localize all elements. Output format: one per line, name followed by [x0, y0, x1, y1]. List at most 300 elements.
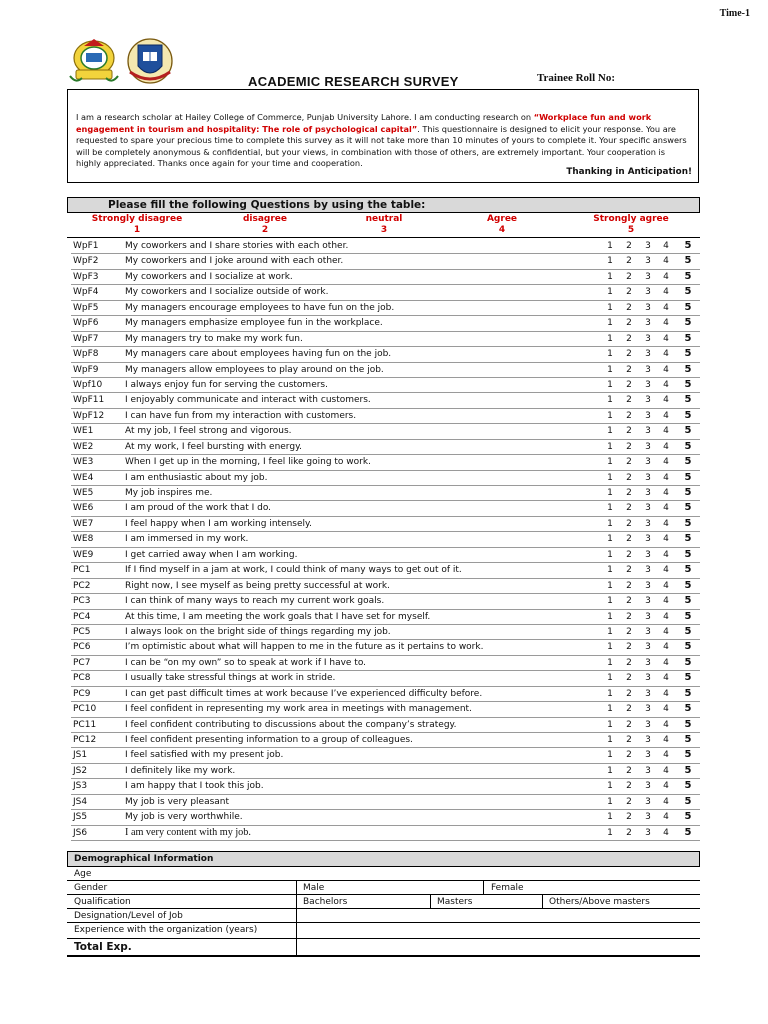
rating-option-1[interactable]: 1	[607, 812, 613, 823]
rating-option-5[interactable]: 5	[684, 409, 692, 421]
rating-option-5[interactable]: 5	[684, 764, 692, 776]
rating-option-1[interactable]: 1	[607, 781, 613, 792]
qualification-option-bachelors[interactable]: Bachelors	[303, 897, 348, 907]
rating-option-3[interactable]: 3	[645, 349, 651, 360]
rating-option-1[interactable]: 1	[607, 580, 613, 591]
rating-option-2[interactable]: 2	[626, 673, 632, 684]
rating-option-4[interactable]: 4	[663, 472, 669, 483]
age-row[interactable]	[67, 867, 700, 881]
question-row	[71, 548, 700, 563]
question-code: JS6	[73, 827, 88, 838]
rating-option-3[interactable]: 3	[645, 565, 651, 576]
rating-option-4[interactable]: 4	[663, 379, 669, 390]
intro-part2: . This questionnaire is designed to elicit your response. You are requested to spare your precious time to complete this survey as it will not take more than 10 minutes of yours to complete it. Your specific answers will be completely anonymous & confidential, but your views, in combination with those of others, are extremely important. Your cooperation is highly appreciated. Thanks once again for your time and cooperation.	[76, 123, 687, 169]
rating-option-3[interactable]: 3	[645, 596, 651, 607]
rating-option-4[interactable]: 4	[663, 364, 669, 375]
scale-label-1: Strongly disagree	[91, 214, 183, 224]
rating-option-2[interactable]: 2	[626, 781, 632, 792]
rating-option-2[interactable]: 2	[626, 503, 632, 514]
rating-option-5[interactable]: 5	[684, 394, 692, 406]
rating-option-1[interactable]: 1	[607, 704, 613, 715]
question-code: WpF9	[73, 364, 99, 375]
rating-option-4[interactable]: 4	[663, 719, 669, 730]
rating-option-4[interactable]: 4	[663, 796, 669, 807]
question-code: WE5	[73, 488, 94, 498]
rating-option-3[interactable]: 3	[645, 719, 651, 730]
rating-option-5[interactable]: 5	[684, 703, 692, 715]
rating-option-4[interactable]: 4	[663, 611, 669, 622]
rating-option-3[interactable]: 3	[645, 426, 651, 437]
rating-option-2[interactable]: 2	[626, 349, 632, 360]
rating-option-2[interactable]: 2	[626, 596, 632, 607]
rating-option-4[interactable]: 4	[663, 395, 669, 406]
rating-option-1[interactable]: 1	[607, 657, 613, 668]
rating-option-4[interactable]: 4	[663, 426, 669, 437]
gender-row[interactable]	[67, 881, 700, 895]
rating-option-2[interactable]: 2	[626, 549, 632, 560]
rating-option-3[interactable]: 3	[645, 488, 651, 498]
rating-option-5[interactable]: 5	[684, 240, 692, 251]
rating-option-4[interactable]: 4	[663, 349, 669, 360]
question-row	[71, 532, 700, 547]
rating-option-1[interactable]: 1	[607, 673, 613, 684]
time-label: Time-1	[719, 8, 750, 19]
rating-option-5[interactable]: 5	[684, 286, 692, 298]
rating-option-1[interactable]: 1	[607, 410, 613, 421]
rating-option-3[interactable]: 3	[645, 379, 651, 390]
rating-option-1[interactable]: 1	[607, 688, 613, 699]
rating-option-3[interactable]: 3	[645, 457, 651, 468]
rating-option-2[interactable]: 2	[626, 379, 632, 390]
rating-option-2[interactable]: 2	[626, 719, 632, 730]
rating-option-5[interactable]: 5	[684, 656, 692, 668]
question-text: When I get up in the morning, I feel like going to work.	[125, 457, 371, 468]
rating-option-5[interactable]: 5	[684, 425, 692, 437]
rating-option-4[interactable]: 4	[663, 827, 669, 838]
qualification-row[interactable]	[67, 895, 700, 909]
rating-option-5[interactable]: 5	[684, 687, 692, 699]
rating-option-3[interactable]: 3	[645, 750, 651, 761]
rating-option-5[interactable]: 5	[684, 734, 692, 745]
rating-option-2[interactable]: 2	[626, 827, 632, 838]
rating-option-1[interactable]: 1	[607, 333, 613, 344]
rating-option-5[interactable]: 5	[684, 317, 692, 329]
question-text: I always look on the bright side of things regarding my job.	[125, 626, 391, 637]
rating-option-5[interactable]: 5	[684, 440, 692, 452]
rating-option-5[interactable]: 5	[684, 780, 692, 792]
rating-option-1[interactable]: 1	[607, 611, 613, 622]
question-row	[71, 440, 700, 455]
rating-option-3[interactable]: 3	[645, 241, 651, 251]
rating-option-3[interactable]: 3	[645, 796, 651, 807]
question-text: I enjoyably communicate and interact with customers.	[125, 395, 371, 406]
question-row	[71, 501, 700, 516]
rating-option-1[interactable]: 1	[607, 518, 613, 529]
rating-option-3[interactable]: 3	[645, 704, 651, 715]
rating-option-3[interactable]: 3	[645, 673, 651, 684]
question-code: WpF6	[73, 318, 99, 329]
rating-option-4[interactable]: 4	[663, 765, 669, 776]
rating-option-2[interactable]: 2	[626, 704, 632, 715]
rating-option-2[interactable]: 2	[626, 626, 632, 637]
rating-option-3[interactable]: 3	[645, 534, 651, 545]
question-code: PC10	[73, 704, 97, 715]
question-text: I definitely like my work.	[125, 765, 236, 776]
rating-option-5[interactable]: 5	[684, 533, 692, 545]
question-text: My job is very worthwhile.	[125, 812, 243, 823]
total-exp-row[interactable]	[67, 939, 700, 957]
rating-option-5[interactable]: 5	[684, 595, 692, 607]
question-text: I am happy that I took this job.	[125, 781, 264, 792]
question-code: PC12	[73, 735, 97, 745]
rating-option-4[interactable]: 4	[663, 750, 669, 761]
question-code: PC6	[73, 642, 91, 653]
rating-option-2[interactable]: 2	[626, 457, 632, 468]
qualification-label: Qualification	[74, 897, 131, 907]
question-text: I feel confident contributing to discussions about the company’s strategy.	[125, 719, 457, 730]
rating-option-1[interactable]: 1	[607, 719, 613, 730]
rating-option-5[interactable]: 5	[684, 471, 692, 483]
question-text: My coworkers and I joke around with each other.	[125, 256, 344, 267]
rating-option-5[interactable]: 5	[684, 641, 692, 653]
rating-option-1[interactable]: 1	[607, 472, 613, 483]
rating-option-1[interactable]: 1	[607, 379, 613, 390]
rating-option-5[interactable]: 5	[684, 255, 692, 267]
qualification-option-masters[interactable]: Masters	[437, 897, 473, 907]
rating-option-4[interactable]: 4	[663, 688, 669, 699]
rating-option-3[interactable]: 3	[645, 626, 651, 637]
demographics-section	[67, 851, 700, 957]
rating-option-1[interactable]: 1	[607, 441, 613, 452]
question-code: PC2	[73, 580, 91, 591]
scale-instruction: Please fill the following Questions by using the table:	[108, 199, 426, 211]
gender-option-female[interactable]: Female	[491, 883, 524, 893]
rating-option-5[interactable]: 5	[684, 332, 692, 344]
survey-title: ACADEMIC RESEARCH SURVEY	[248, 74, 459, 89]
rating-option-1[interactable]: 1	[607, 287, 613, 298]
rating-option-1[interactable]: 1	[607, 750, 613, 761]
question-text: At my job, I feel strong and vigorous.	[125, 426, 292, 437]
rating-option-1[interactable]: 1	[607, 426, 613, 437]
rating-option-3[interactable]: 3	[645, 503, 651, 514]
experience-row[interactable]	[67, 923, 700, 939]
rating-option-1[interactable]: 1	[607, 626, 613, 637]
rating-option-2[interactable]: 2	[626, 611, 632, 622]
rating-option-3[interactable]: 3	[645, 271, 651, 282]
rating-option-2[interactable]: 2	[626, 812, 632, 823]
question-code: JS3	[73, 781, 88, 792]
rating-option-2[interactable]: 2	[626, 271, 632, 282]
rating-option-3[interactable]: 3	[645, 781, 651, 792]
rating-option-2[interactable]: 2	[626, 750, 632, 761]
rating-option-4[interactable]: 4	[663, 534, 669, 545]
questionnaire-items	[71, 239, 700, 841]
rating-option-2[interactable]: 2	[626, 657, 632, 668]
rating-option-5[interactable]: 5	[684, 363, 692, 375]
question-row	[71, 363, 700, 378]
rating-option-5[interactable]: 5	[684, 548, 692, 560]
rating-option-4[interactable]: 4	[663, 503, 669, 514]
question-row	[71, 748, 700, 763]
rating-option-4[interactable]: 4	[663, 457, 669, 468]
rating-option-2[interactable]: 2	[626, 796, 632, 807]
question-code: WpF12	[73, 410, 105, 421]
rating-option-1[interactable]: 1	[607, 488, 613, 498]
question-code: PC8	[73, 673, 91, 684]
rating-option-5[interactable]: 5	[684, 579, 692, 591]
question-code: PC4	[73, 611, 91, 622]
question-code: WpF11	[73, 395, 105, 406]
rating-option-4[interactable]: 4	[663, 441, 669, 452]
rating-option-4[interactable]: 4	[663, 333, 669, 344]
rating-option-2[interactable]: 2	[626, 765, 632, 776]
rating-option-2[interactable]: 2	[626, 256, 632, 267]
rating-option-5[interactable]: 5	[684, 456, 692, 468]
question-code: WpF8	[73, 349, 99, 360]
age-label: Age	[74, 869, 92, 879]
question-text: At my work, I feel bursting with energy.	[125, 441, 302, 452]
rating-option-4[interactable]: 4	[663, 704, 669, 715]
question-code: WpF5	[73, 302, 99, 313]
question-text: I feel confident presenting information to a group of colleagues.	[125, 735, 413, 745]
rating-option-1[interactable]: 1	[607, 796, 613, 807]
rating-option-5[interactable]: 5	[684, 564, 692, 576]
question-row	[71, 455, 700, 470]
rating-option-4[interactable]: 4	[663, 302, 669, 313]
question-code: WpF3	[73, 271, 99, 282]
rating-option-4[interactable]: 4	[663, 271, 669, 282]
rating-option-4[interactable]: 4	[663, 673, 669, 684]
question-code: WpF4	[73, 287, 99, 298]
rating-option-5[interactable]: 5	[684, 826, 692, 838]
question-row	[71, 486, 700, 501]
question-code: PC1	[73, 565, 91, 576]
rating-option-4[interactable]: 4	[663, 812, 669, 823]
rating-option-5[interactable]: 5	[684, 270, 692, 282]
rating-option-2[interactable]: 2	[626, 642, 632, 653]
rating-option-3[interactable]: 3	[645, 688, 651, 699]
rating-option-3[interactable]: 3	[645, 812, 651, 823]
rating-option-4[interactable]: 4	[663, 626, 669, 637]
rating-option-4[interactable]: 4	[663, 565, 669, 576]
rating-option-1[interactable]: 1	[607, 395, 613, 406]
rating-option-4[interactable]: 4	[663, 241, 669, 251]
question-text: I am immersed in my work.	[125, 534, 249, 545]
rating-option-1[interactable]: 1	[607, 565, 613, 576]
rating-option-2[interactable]: 2	[626, 688, 632, 699]
rating-option-3[interactable]: 3	[645, 318, 651, 329]
rating-option-5[interactable]: 5	[684, 378, 692, 390]
rating-option-2[interactable]: 2	[626, 302, 632, 313]
rating-option-5[interactable]: 5	[684, 749, 692, 761]
rating-option-1[interactable]: 1	[607, 241, 613, 251]
rating-option-2[interactable]: 2	[626, 735, 632, 745]
question-code: PC9	[73, 688, 91, 699]
rating-option-5[interactable]: 5	[684, 502, 692, 514]
rating-option-3[interactable]: 3	[645, 518, 651, 529]
rating-option-2[interactable]: 2	[626, 287, 632, 298]
question-row	[71, 671, 700, 686]
scale-label-3: neutral	[365, 214, 403, 224]
rating-option-2[interactable]: 2	[626, 565, 632, 576]
question-code: JS2	[73, 765, 88, 776]
college-crest-logo	[124, 36, 176, 86]
rating-option-2[interactable]: 2	[626, 410, 632, 421]
rating-option-1[interactable]: 1	[607, 735, 613, 745]
rating-option-1[interactable]: 1	[607, 457, 613, 468]
question-text: I feel satisfied with my present job.	[125, 750, 284, 761]
rating-option-3[interactable]: 3	[645, 395, 651, 406]
rating-option-3[interactable]: 3	[645, 410, 651, 421]
rating-option-2[interactable]: 2	[626, 488, 632, 498]
rating-option-4[interactable]: 4	[663, 580, 669, 591]
rating-option-5[interactable]: 5	[684, 348, 692, 360]
rating-option-5[interactable]: 5	[684, 517, 692, 529]
closing-line: Thanking in Anticipation!	[566, 167, 692, 178]
question-text: My coworkers and I share stories with each other.	[125, 241, 349, 251]
rating-option-1[interactable]: 1	[607, 596, 613, 607]
rating-option-2[interactable]: 2	[626, 395, 632, 406]
rating-option-4[interactable]: 4	[663, 518, 669, 529]
question-text: My coworkers and I socialize at work.	[125, 271, 293, 282]
demographics-title: Demographical Information	[67, 851, 700, 867]
rating-option-4[interactable]: 4	[663, 657, 669, 668]
question-text: I feel happy when I am working intensely.	[125, 518, 312, 529]
question-code: JS1	[73, 750, 88, 761]
question-row	[71, 285, 700, 300]
rating-option-4[interactable]: 4	[663, 287, 669, 298]
question-text: I feel confident in representing my work area in meetings with management.	[125, 704, 472, 715]
question-row	[71, 718, 700, 733]
scale-number-5: 5	[627, 225, 635, 235]
rating-option-2[interactable]: 2	[626, 426, 632, 437]
rating-option-1[interactable]: 1	[607, 349, 613, 360]
question-row	[71, 239, 700, 254]
rating-option-3[interactable]: 3	[645, 333, 651, 344]
rating-option-2[interactable]: 2	[626, 441, 632, 452]
rating-option-1[interactable]: 1	[607, 765, 613, 776]
question-text: My managers care about employees having fun on the job.	[125, 349, 392, 360]
scale-number-4: 4	[498, 225, 506, 235]
scale-header	[67, 197, 700, 213]
rating-option-5[interactable]: 5	[684, 811, 692, 823]
question-row	[71, 795, 700, 810]
rating-option-4[interactable]: 4	[663, 410, 669, 421]
designation-label: Designation/Level of Job	[74, 911, 183, 921]
rating-option-3[interactable]: 3	[645, 302, 651, 313]
rating-option-3[interactable]: 3	[645, 765, 651, 776]
question-row	[71, 810, 700, 825]
rating-option-1[interactable]: 1	[607, 364, 613, 375]
rating-option-2[interactable]: 2	[626, 364, 632, 375]
rating-option-4[interactable]: 4	[663, 735, 669, 745]
rating-option-4[interactable]: 4	[663, 549, 669, 560]
question-text: My coworkers and I socialize outside of work.	[125, 287, 329, 298]
question-code: WE8	[73, 534, 94, 545]
rating-option-1[interactable]: 1	[607, 534, 613, 545]
rating-option-3[interactable]: 3	[645, 364, 651, 375]
rating-option-4[interactable]: 4	[663, 781, 669, 792]
rating-option-3[interactable]: 3	[645, 256, 651, 267]
question-text: I can get past difficult times at work because I’ve experienced difficulty before.	[125, 688, 483, 699]
question-code: PC11	[73, 719, 97, 730]
rating-option-5[interactable]: 5	[684, 487, 692, 498]
rating-option-5[interactable]: 5	[684, 718, 692, 730]
rating-option-1[interactable]: 1	[607, 271, 613, 282]
qualification-option-others[interactable]: Others/Above masters	[549, 897, 650, 907]
question-text: If I find myself in a jam at work, I could think of many ways to get out of it.	[125, 565, 462, 576]
question-row	[71, 270, 700, 285]
scale-divider	[67, 237, 700, 238]
rating-option-3[interactable]: 3	[645, 472, 651, 483]
rating-option-5[interactable]: 5	[684, 795, 692, 807]
rating-option-2[interactable]: 2	[626, 472, 632, 483]
rating-option-2[interactable]: 2	[626, 518, 632, 529]
rating-option-1[interactable]: 1	[607, 256, 613, 267]
rating-option-2[interactable]: 2	[626, 534, 632, 545]
scale-label-5: Strongly agree	[593, 214, 669, 224]
rating-option-3[interactable]: 3	[645, 735, 651, 745]
rating-option-5[interactable]: 5	[684, 672, 692, 684]
question-row	[71, 656, 700, 671]
rating-option-2[interactable]: 2	[626, 333, 632, 344]
question-code: PC7	[73, 657, 91, 668]
rating-option-1[interactable]: 1	[607, 549, 613, 560]
question-text: I’m optimistic about what will happen to me in the future as it pertains to work.	[125, 642, 484, 653]
rating-option-3[interactable]: 3	[645, 657, 651, 668]
rating-option-1[interactable]: 1	[607, 503, 613, 514]
rating-option-4[interactable]: 4	[663, 256, 669, 267]
rating-option-4[interactable]: 4	[663, 642, 669, 653]
rating-option-3[interactable]: 3	[645, 580, 651, 591]
gender-option-male[interactable]: Male	[303, 883, 325, 893]
question-row	[71, 332, 700, 347]
rating-option-5[interactable]: 5	[684, 301, 692, 313]
question-text: My managers encourage employees to have fun on the job.	[125, 302, 395, 313]
rating-option-1[interactable]: 1	[607, 642, 613, 653]
question-code: PC5	[73, 626, 91, 637]
question-text: Right now, I see myself as being pretty successful at work.	[125, 580, 390, 591]
rating-option-3[interactable]: 3	[645, 642, 651, 653]
rating-option-2[interactable]: 2	[626, 318, 632, 329]
question-code: WpF2	[73, 256, 99, 267]
question-code: WpF7	[73, 333, 99, 344]
question-code: WpF1	[73, 241, 99, 251]
rating-option-3[interactable]: 3	[645, 827, 651, 838]
question-code: WE9	[73, 549, 94, 560]
rating-option-2[interactable]: 2	[626, 580, 632, 591]
rating-option-3[interactable]: 3	[645, 611, 651, 622]
rating-option-1[interactable]: 1	[607, 827, 613, 838]
designation-row[interactable]	[67, 909, 700, 923]
rating-option-5[interactable]: 5	[684, 625, 692, 637]
rating-option-3[interactable]: 3	[645, 441, 651, 452]
rating-option-1[interactable]: 1	[607, 318, 613, 329]
rating-option-1[interactable]: 1	[607, 302, 613, 313]
rating-option-4[interactable]: 4	[663, 596, 669, 607]
rating-option-5[interactable]: 5	[684, 610, 692, 622]
rating-option-3[interactable]: 3	[645, 549, 651, 560]
question-text: I can have fun from my interaction with customers.	[125, 410, 357, 421]
rating-option-2[interactable]: 2	[626, 241, 632, 251]
question-row	[71, 393, 700, 408]
rating-option-4[interactable]: 4	[663, 488, 669, 498]
question-text: My job is very pleasant	[125, 796, 230, 807]
question-row	[71, 640, 700, 655]
rating-option-4[interactable]: 4	[663, 318, 669, 329]
rating-option-3[interactable]: 3	[645, 287, 651, 298]
question-text: My managers allow employees to play around on the job.	[125, 364, 384, 375]
